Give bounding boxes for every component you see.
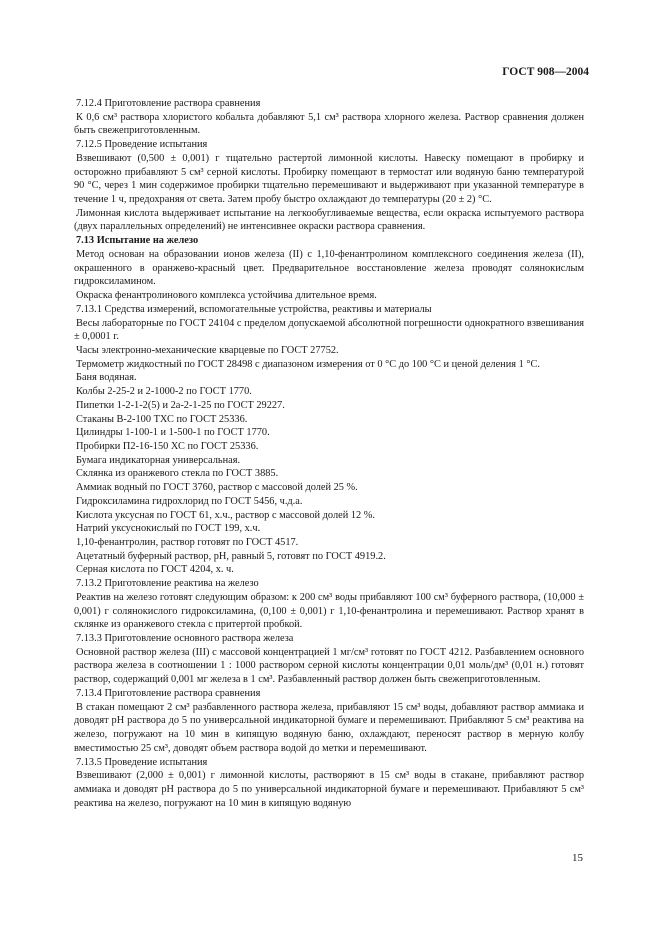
paragraph: 7.13.2 Приготовление реактива на железо bbox=[76, 578, 259, 590]
paragraph: 7.13.3 Приготовление основного раствора железа bbox=[76, 633, 294, 645]
document-code-header: ГОСТ 908—2004 bbox=[502, 66, 589, 78]
paragraph: Пробирки П2-16-150 ХС по ГОСТ 25336. bbox=[76, 440, 259, 452]
paragraph: Основной раствор железа (III) с массовой концентрацией 1 мг/см³ готовят по ГОСТ 4212. Разбавлением основного раствора железа в соотношении 1 : 1000 раствором серной кислоты концентрации 0,01 моль/дм³ (0,01 н.) готовят раствор, содержащий 0,001 мг железа в 1 см³. Разбавленный раствор должен быть свежеприготовленным. bbox=[74, 646, 584, 686]
paragraph: В стакан помещают 2 см³ разбавленного раствора железа, прибавляют 15 см³ воды, добавляют раствор аммиака и доводят pH раствора до 5 по универсальной индикаторной бумаге и перемешивают. Прибавляют 5 см³ реактива на железо, погружают на 10 мин в кипящую водяную баню, охлаждают, переносят раствор в мерную колбу вместимостью 25 см³, доводят объем раствора водой до метки и перемешивают. bbox=[74, 701, 584, 754]
paragraph: Метод основан на образовании ионов железа (II) с 1,10-фенантролином комплексного соединения железа (II), окрашенного в оранжево-красный цвет. Предварительное восстановление железа проводят солянокислым гидроксиламином. bbox=[74, 248, 584, 288]
section-heading: 7.13 Испытание на железо bbox=[76, 235, 199, 247]
paragraph: Лимонная кислота выдерживает испытание на легкообугливаемые вещества, если окраска испытуемого раствора (двух параллельных определений) не интенсивнее окраски раствора сравнения. bbox=[74, 207, 584, 233]
paragraph: Серная кислота по ГОСТ 4204, х. ч. bbox=[76, 564, 234, 576]
paragraph: Окраска фенантролинового комплекса устойчива длительное время. bbox=[76, 290, 377, 302]
paragraph: 7.12.4 Приготовление раствора сравнения bbox=[76, 98, 261, 109]
paragraph: Натрий уксуснокислый по ГОСТ 199, х.ч. bbox=[76, 523, 261, 535]
paragraph: Аммиак водный по ГОСТ 3760, раствор с массовой долей 25 %. bbox=[76, 482, 358, 494]
paragraph: Бумага индикаторная универсальная. bbox=[76, 454, 241, 466]
paragraph: Часы электронно-механические кварцевые по ГОСТ 27752. bbox=[76, 344, 339, 356]
paragraph: Термометр жидкостный по ГОСТ 28498 с диапазоном измерения от 0 °С до 100 °С и ценой деления 1 °С. bbox=[76, 358, 540, 370]
paragraph: 7.13.1 Средства измерений, вспомогательные устройства, реактивы и материалы bbox=[76, 303, 432, 315]
paragraph: 1,10-фенантролин, раствор готовят по ГОСТ 4517. bbox=[76, 537, 299, 548]
paragraph: Гидроксиламина гидрохлорид по ГОСТ 5456, ч.д.а. bbox=[76, 495, 303, 507]
paragraph: Ацетатный буферный раствор, pH, равный 5, готовят по ГОСТ 4919.2. bbox=[76, 550, 386, 562]
paragraph: Взвешивают (0,500 ± 0,001) г тщательно растертой лимонной кислоты. Навеску помещают в пробирку и осторожно прибавляют 5 см³ серной кислоты. Пробирку помещают в термостат или водяную баню температурой 90 °С, через 1 мин содержимое пробирки тщательно перемешивают и выдерживают при указанной температуре в течение 1 ч, предохраняя от света. Затем пробу быстро охлаждают до температуры (20 ± 2) °С. bbox=[74, 152, 584, 206]
paragraph: Реактив на железо готовят следующим образом: к 200 см³ воды прибавляют 100 см³ буферного раствора, (10,000 ± 0,001) г солянокислого гидроксиламина, (0,100 ± 0,001) г 1,10-фенантролина и перемешивают. Раствор хранят в склянке из оранжевого стекла с притертой пробкой. bbox=[74, 591, 584, 631]
paragraph: Весы лабораторные по ГОСТ 24104 с пределом допускаемой абсолютной погрешности однократного взвешивания ± 0,0001 г. bbox=[74, 317, 584, 343]
paragraph: Склянка из оранжевого стекла по ГОСТ 3885. bbox=[76, 468, 279, 480]
page-number: 15 bbox=[572, 852, 583, 864]
paragraph: 7.13.5 Проведение испытания bbox=[76, 756, 208, 768]
paragraph: 7.12.5 Проведение испытания bbox=[76, 139, 208, 151]
paragraph: К 0,6 см³ раствора хлористого кобальта добавляют 5,1 см³ раствора хлорного железа. Раствор сравнения должен быть свежеприготовленным. bbox=[74, 111, 584, 137]
paragraph: Стаканы В-2-100 ТХС по ГОСТ 25336. bbox=[76, 413, 248, 425]
paragraph: Пипетки 1-2-1-2(5) и 2а-2-1-25 по ГОСТ 29227. bbox=[76, 399, 285, 411]
paragraph: Цилиндры 1-100-1 и 1-500-1 по ГОСТ 1770. bbox=[76, 427, 270, 439]
paragraph: Колбы 2-25-2 и 2-1000-2 по ГОСТ 1770. bbox=[76, 386, 252, 398]
paragraph: Кислота уксусная по ГОСТ 61, х.ч., раствор с массовой долей 12 %. bbox=[76, 509, 375, 521]
paragraph: Взвешивают (2,000 ± 0,001) г лимонной кислоты, растворяют в 15 см³ воды в стакане, прибавляют раствор аммиака и доводят pH раствора до 5 по универсальной индикаторной бумаге и перемешивают. Прибавляют 5 см³ реактива на железо, погружают на 10 мин в кипящую водяную bbox=[74, 770, 584, 809]
paragraph: Баня водяная. bbox=[76, 372, 137, 384]
paragraph: 7.13.4 Приготовление раствора сравнения bbox=[76, 687, 261, 699]
document-body bbox=[74, 97, 584, 810]
